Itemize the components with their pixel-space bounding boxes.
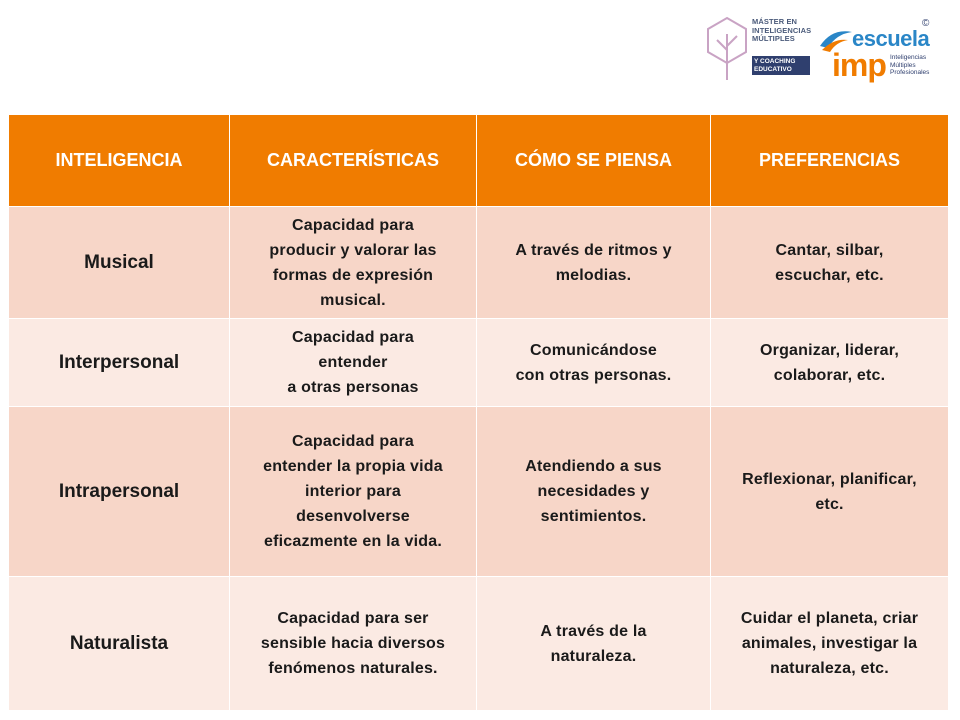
master-logo <box>704 14 814 84</box>
como-se-piensa-cell: Atendiendo a sus necesidades y sentimientos. <box>477 407 711 577</box>
intelligence-name: Intrapersonal <box>9 407 230 577</box>
preferencias-cell: Organizar, liderar, colaborar, etc. <box>711 319 949 407</box>
master-logo-text: MÁSTER EN INTELIGENCIAS MÚLTIPLES <box>752 17 812 43</box>
escuela-word: escuela <box>852 26 930 51</box>
tree-hexagon-icon <box>704 14 750 84</box>
como-se-piensa-cell: Comunicándose con otras personas. <box>477 319 711 407</box>
caracteristicas-cell: Capacidad para producir y valorar las formas de expresión musical. <box>230 207 477 319</box>
imp-word: imp <box>832 47 886 83</box>
table-row <box>9 207 949 319</box>
master-logo-subtitle: Y COACHING EDUCATIVO <box>752 56 810 75</box>
table-header-row <box>9 115 949 207</box>
preferencias-cell: Cuidar el planeta, criar animales, investigar la naturaleza, etc. <box>711 577 949 711</box>
escuela-tagline: Inteligencias Múltiples Profesionales <box>890 54 930 76</box>
table-row <box>9 577 949 711</box>
table-row <box>9 407 949 577</box>
caracteristicas-cell: Capacidad para entender la propia vida interior para desenvolverse eficazmente en la vida. <box>230 407 477 577</box>
copyright-mark: © <box>922 18 930 29</box>
caracteristicas-cell: Capacidad para ser sensible hacia diversos fenómenos naturales. <box>230 577 477 711</box>
intelligences-table <box>8 114 949 711</box>
caracteristicas-cell: Capacidad para entender a otras personas <box>230 319 477 407</box>
header-como-se-piensa: CÓMO SE PIENSA <box>477 115 711 207</box>
intelligence-name: Interpersonal <box>9 319 230 407</box>
como-se-piensa-cell: A través de la naturaleza. <box>477 577 711 711</box>
como-se-piensa-cell: A través de ritmos y melodias. <box>477 207 711 319</box>
intelligence-name: Musical <box>9 207 230 319</box>
preferencias-cell: Cantar, silbar, escuchar, etc. <box>711 207 949 319</box>
header-caracteristicas: CARACTERÍSTICAS <box>230 115 477 207</box>
preferencias-cell: Reflexionar, planificar, etc. <box>711 407 949 577</box>
escuela-imp-logo <box>818 18 938 84</box>
intelligence-name: Naturalista <box>9 577 230 711</box>
header-preferencias: PREFERENCIAS <box>711 115 949 207</box>
table-row <box>9 319 949 407</box>
header-inteligencia: INTELIGENCIA <box>9 115 230 207</box>
